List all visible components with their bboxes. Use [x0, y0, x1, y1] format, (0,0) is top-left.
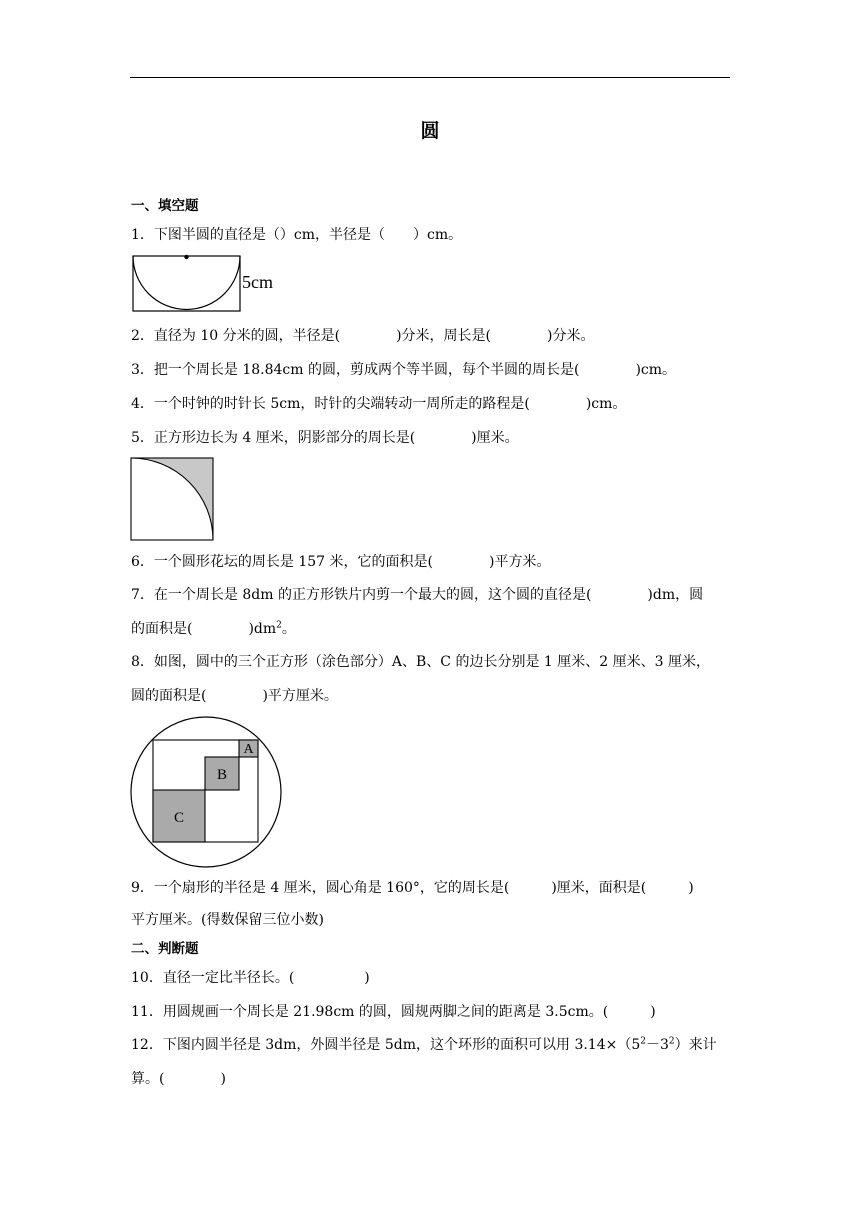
question-11: 11．用圆规画一个周长是 21.98cm 的圆，圆规两脚之间的距离是 3.5cm。( )	[131, 1004, 656, 1020]
question-8-line-2: 圆的面积是( )平方厘米。	[131, 688, 338, 704]
question-12-line-1: 12．下图内圆半径是 3dm，外圆半径是 5dm，这个环形的面积可以用 $3.14\times(5^2-3^2)$来计	[131, 1036, 717, 1053]
question-10: 10．直径一定比半径长。( )	[131, 970, 370, 986]
question-6: 6．一个圆形花坛的周长是 157 米，它的面积是( )平方米。	[131, 554, 551, 570]
question-5: 5．正方形边长为 4 厘米，阴影部分的周长是( )厘米。	[131, 430, 519, 446]
question-7-line-1: 7．在一个周长是 8dm 的正方形铁片内剪一个最大的圆，这个圆的直径是( )dm，圆	[131, 587, 704, 603]
question-4: 4．一个时钟的时针长 5cm，时针的尖端转动一周所走的路程是( )cm。	[131, 396, 627, 412]
question-8-line-1: 8．如图，圆中的三个正方形（涂色部分）A、B、C 的边长分别是 1 厘米、2 厘米、3 厘米，	[131, 654, 710, 670]
header-rule	[130, 77, 730, 78]
page-title: 圆	[420, 120, 440, 142]
semicircle-figure	[131, 253, 281, 313]
question-7-line-2: 的面积是( )$dm^2$。	[131, 620, 296, 637]
label-a: A	[243, 742, 254, 757]
section-heading-true-false: 二、判断题	[131, 941, 199, 957]
question-9-line-2: 平方厘米。(得数保留三位小数)	[131, 912, 324, 928]
length-label: 5cm	[242, 272, 273, 292]
label-c: C	[173, 810, 185, 826]
circle-squares-figure	[129, 715, 284, 870]
section-heading-fill-blank: 一、填空题	[131, 198, 199, 214]
question-3: 3．把一个周长是 18.84cm 的圆，剪成两个等半圆，每个半圆的周长是( )cm。	[131, 362, 677, 378]
center-dot	[184, 255, 188, 259]
shaded-square-figure	[129, 456, 215, 542]
shaded-region	[131, 458, 213, 540]
semicircle-arc	[133, 256, 240, 309]
question-9-line-1: 9．一个扇形的半径是 4 厘米，圆心角是 160°，它的周长是( )厘米，面积是( )	[131, 880, 694, 896]
question-1: 1．下图半圆的直径是（）cm，半径是（ ）cm。	[131, 227, 463, 243]
question-12-line-2: 算。( )	[131, 1071, 226, 1087]
question-2: 2．直径为 10 分米的圆，半径是( )分米，周长是( )分米。	[131, 328, 595, 344]
rectangle-outline	[133, 256, 240, 311]
label-b: B	[216, 767, 228, 783]
